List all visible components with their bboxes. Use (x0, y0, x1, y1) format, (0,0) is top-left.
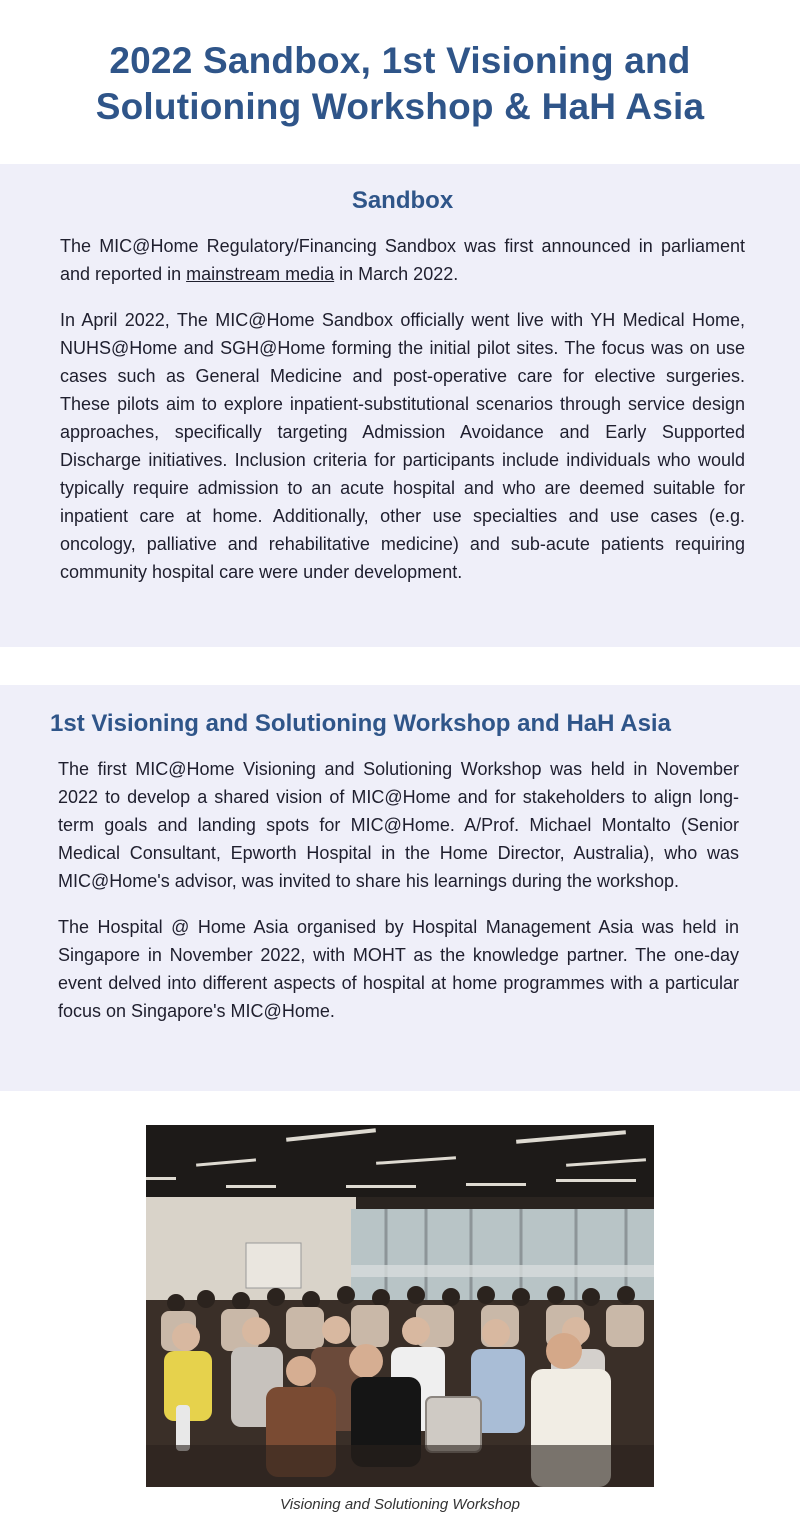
workshop-paragraph-2: The Hospital @ Home Asia organised by Hospital Management Asia was held in Singapore in November 2022, with MOHT as the knowledge partner. The one-day event delved into different aspects of hospital at home programmes with a particular focus on Singapore's MIC@Home. (58, 917, 739, 1021)
sandbox-p1-text-b: in March 2022. (334, 264, 459, 284)
sandbox-paragraph-2: In April 2022, The MIC@Home Sandbox officially went live with YH Medical Home, NUHS@Home and SGH@Home forming the initial pilot sites. The focus was on use cases such as General Medicine and post-operative care for elective surgeries. These pilots aim to explore inpatient-substitutional scenarios through service design approaches, specifically targeting Admission Avoidance and Early Supported Discharge initiatives. Inclusion criteria for participants include individuals who would typically require admission to an acute hospital and who are deemed suitable for inpatient care at home. Additionally, other use specialties and use cases (e.g. oncology, palliative and rehabilitative medicine) and sub-acute patients requiring community hospital care were under development. (60, 310, 745, 582)
sandbox-p1-text-a: The MIC@Home Regulatory/Financing Sandbox was first announced in parliament and reported in (60, 236, 745, 284)
page-title-line-1: 2022 Sandbox, 1st Visioning and (109, 40, 691, 81)
workshop-paragraph-1: The first MIC@Home Visioning and Solutioning Workshop was held in November 2022 to develop a shared vision of MIC@Home and for stakeholders to align long-term goals and landing spots for MIC@Home. A/Prof. Michael Montalto (Senior Medical Consultant, Epworth Hospital in the Home Director, Australia), who was MIC@Home's advisor, was invited to share his learnings during the workshop. (58, 759, 739, 891)
workshop-section (0, 685, 800, 1091)
mainstream-media-link[interactable]: mainstream media (186, 264, 335, 284)
photo-caption: Visioning and Solutioning Workshop (280, 1496, 520, 1513)
workshop-photo-illustration (146, 1125, 654, 1487)
sandbox-heading: Sandbox (351, 187, 454, 214)
workshop-heading: 1st Visioning and Solutioning Workshop and HaH Asia (50, 710, 671, 737)
sandbox-section (0, 164, 800, 647)
sandbox-paragraph-1 (60, 232, 745, 288)
workshop-photo (146, 1125, 654, 1487)
page-title-line-2: Solutioning Workshop & HaH Asia (95, 86, 705, 127)
page-title (0, 0, 800, 126)
